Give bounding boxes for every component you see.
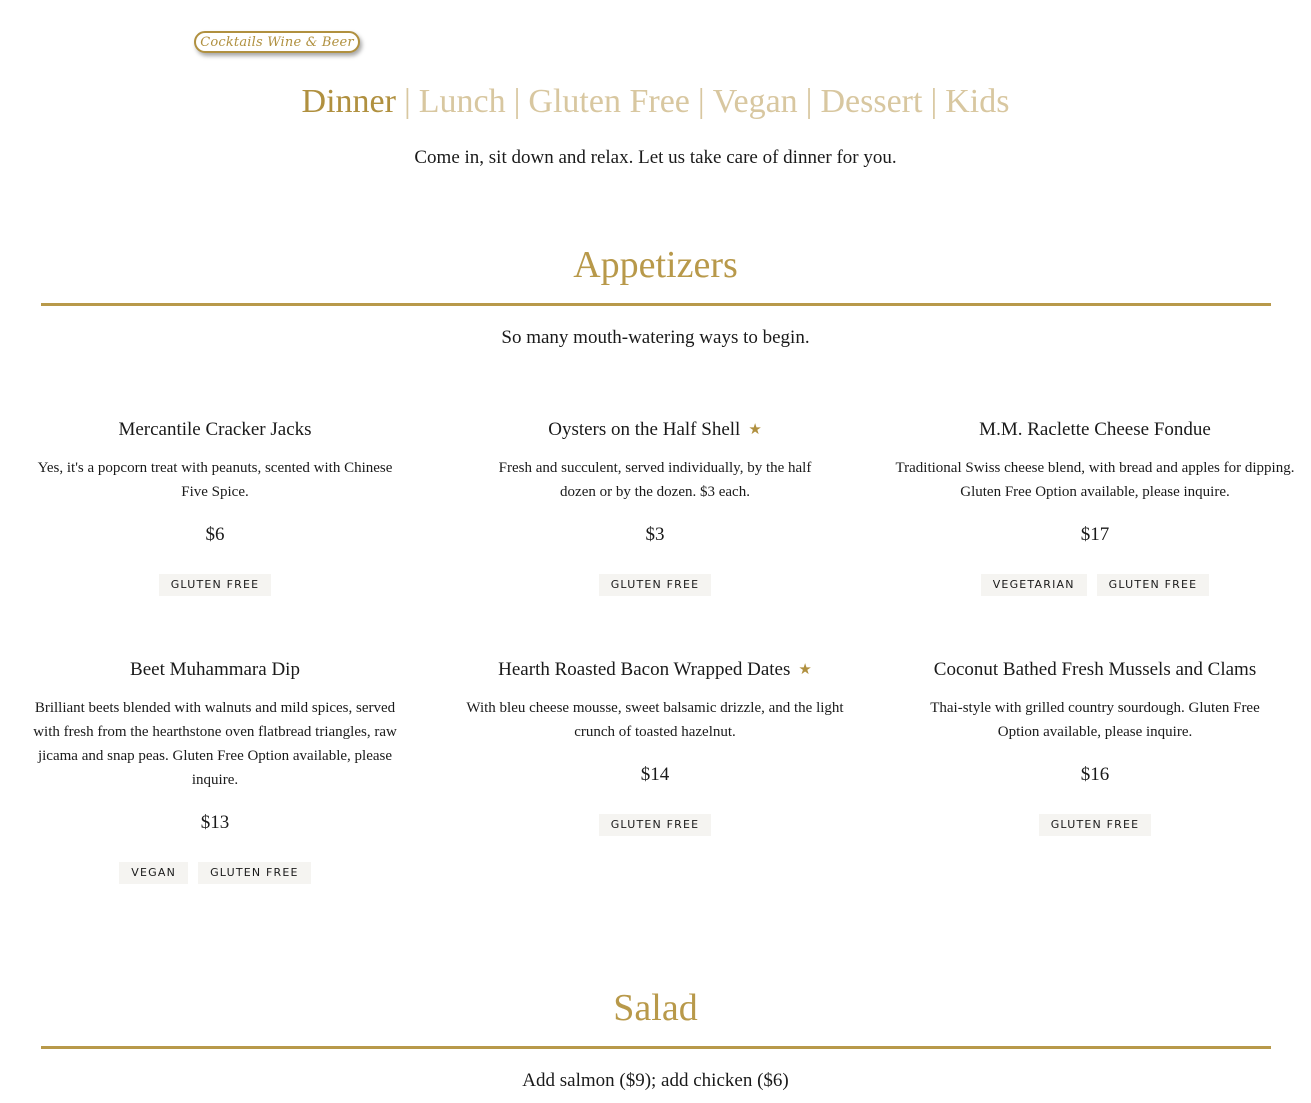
- star-icon: ★: [798, 662, 812, 678]
- item-price: $6: [205, 524, 225, 545]
- menu-item: [465, 658, 845, 836]
- item-name: Beet Muhammara Dip: [130, 659, 300, 680]
- menu-item: [25, 658, 405, 884]
- tag-gluten-free: GLUTEN FREE: [1039, 814, 1152, 836]
- star-icon: ★: [748, 422, 762, 438]
- menu-item: [905, 658, 1285, 836]
- tag-gluten-free: GLUTEN FREE: [599, 574, 712, 596]
- tag-gluten-free: GLUTEN FREE: [198, 862, 311, 884]
- item-price: $13: [200, 812, 230, 833]
- tag-vegan: VEGAN: [119, 862, 188, 884]
- nav-separator: |: [403, 83, 411, 120]
- item-price: $16: [1080, 764, 1110, 785]
- tag-gluten-free: GLUTEN FREE: [159, 574, 272, 596]
- nav-item-gluten-free[interactable]: Gluten Free: [528, 83, 690, 120]
- menu-item: [895, 418, 1295, 596]
- item-description: Yes, it's a popcorn treat with peanuts, scented with Chinese Five Spice.: [37, 460, 393, 500]
- item-name: M.M. Raclette Cheese Fondue: [979, 419, 1211, 440]
- item-tags: [465, 814, 845, 836]
- section-title-appetizers: Appetizers: [573, 244, 738, 286]
- item-price: $17: [1080, 524, 1110, 545]
- section-title-salad: Salad: [613, 987, 698, 1029]
- menu-nav: [0, 78, 1311, 126]
- cocktails-wine-beer-button[interactable]: Cocktails Wine & Beer: [194, 31, 360, 53]
- section-subtitle-appetizers: So many mouth-watering ways to begin.: [501, 327, 810, 348]
- item-description: Brilliant beets blended with walnuts and mild spices, served with fresh from the hearthstone oven flatbread triangles, raw jicama and snap peas. Gluten Free Option available, please inquire.: [33, 700, 397, 788]
- section-divider: [41, 303, 1271, 306]
- item-price: $14: [640, 764, 670, 785]
- item-tags: [25, 574, 405, 596]
- item-description: With bleu cheese mousse, sweet balsamic drizzle, and the light crunch of toasted hazelnut.: [466, 700, 844, 740]
- section-subtitle-salad: Add salmon ($9); add chicken ($6): [522, 1070, 789, 1091]
- item-name: Mercantile Cracker Jacks: [118, 419, 312, 440]
- nav-item-lunch[interactable]: Lunch: [418, 83, 506, 120]
- item-description: Thai-style with grilled country sourdough. Gluten Free Option available, please inquire.: [930, 700, 1260, 740]
- menu-item: [465, 418, 845, 596]
- menu-item: [25, 418, 405, 596]
- section-divider: [41, 1046, 1271, 1049]
- menu-intro: Come in, sit down and relax. Let us take care of dinner for you.: [414, 147, 897, 168]
- item-tags: [905, 574, 1285, 596]
- tag-vegetarian: VEGETARIAN: [981, 574, 1087, 596]
- nav-separator: |: [513, 83, 521, 120]
- nav-item-kids[interactable]: Kids: [945, 83, 1010, 120]
- item-name: Coconut Bathed Fresh Mussels and Clams: [933, 659, 1257, 680]
- item-name: Hearth Roasted Bacon Wrapped Dates ★: [498, 659, 812, 680]
- nav-separator: |: [697, 83, 705, 120]
- item-price: $3: [645, 524, 665, 545]
- item-tags: [905, 814, 1285, 836]
- item-description: Traditional Swiss cheese blend, with bread and apples for dipping. Gluten Free Option available, please inquire.: [895, 460, 1295, 500]
- nav-item-dessert[interactable]: Dessert: [820, 83, 923, 120]
- nav-separator: |: [930, 83, 938, 120]
- item-tags: [465, 574, 845, 596]
- item-description: Fresh and succulent, served individually, by the half dozen or by the dozen. $3 each.: [498, 460, 812, 500]
- item-name: Oysters on the Half Shell ★: [548, 419, 762, 440]
- tag-gluten-free: GLUTEN FREE: [599, 814, 712, 836]
- tag-gluten-free: GLUTEN FREE: [1097, 574, 1210, 596]
- item-tags: [25, 862, 405, 884]
- nav-separator: |: [805, 83, 813, 120]
- nav-item-dinner[interactable]: Dinner: [301, 83, 396, 120]
- nav-item-vegan[interactable]: Vegan: [712, 83, 798, 120]
